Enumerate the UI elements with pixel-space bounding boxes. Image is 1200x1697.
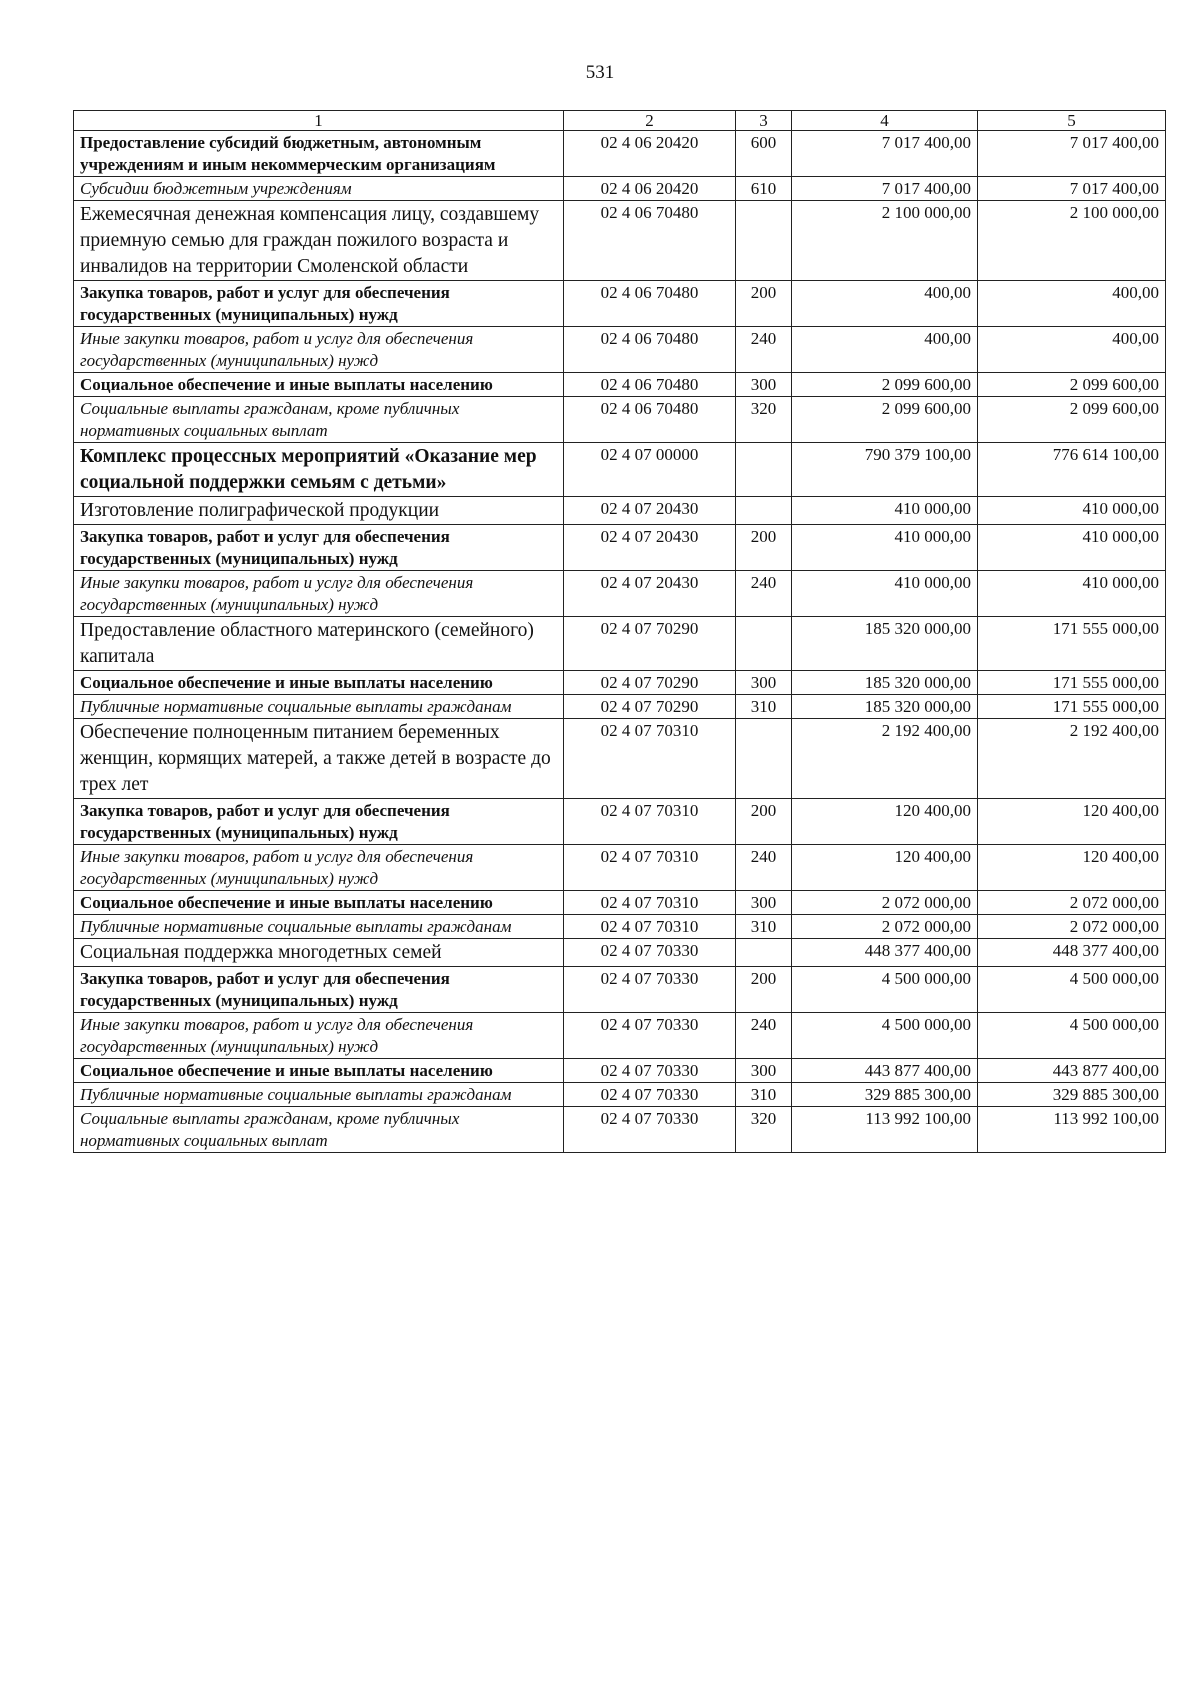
row-sum-col5-cell: 2 099 600,00 (978, 373, 1166, 397)
row-type-cell: 200 (736, 281, 792, 327)
table-row (74, 617, 1166, 671)
table-row (74, 525, 1166, 571)
row-type-cell: 310 (736, 695, 792, 719)
row-type-cell: 320 (736, 397, 792, 443)
row-name-cell: Иные закупки товаров, работ и услуг для обеспечения государственных (муниципальных) нужд (74, 845, 564, 891)
table-row (74, 845, 1166, 891)
row-name-cell: Иные закупки товаров, работ и услуг для обеспечения государственных (муниципальных) нужд (74, 327, 564, 373)
table-row (74, 373, 1166, 397)
row-code-cell: 02 4 07 70330 (564, 967, 736, 1013)
row-type-cell: 200 (736, 525, 792, 571)
page-number: 531 (585, 62, 615, 83)
row-type-cell: 240 (736, 327, 792, 373)
row-type-cell: 200 (736, 967, 792, 1013)
row-sum-col4-cell: 410 000,00 (792, 525, 978, 571)
row-sum-col4-cell: 7 017 400,00 (792, 177, 978, 201)
row-type-cell: 240 (736, 845, 792, 891)
row-code-cell: 02 4 07 70310 (564, 891, 736, 915)
column-header-3: 3 (736, 111, 792, 131)
row-name-cell: Социальное обеспечение и иные выплаты населению (74, 373, 564, 397)
row-name-cell: Закупка товаров, работ и услуг для обеспечения государственных (муниципальных) нужд (74, 525, 564, 571)
row-sum-col5-cell: 776 614 100,00 (978, 443, 1166, 497)
row-code-cell: 02 4 07 70330 (564, 1013, 736, 1059)
row-name-cell: Изготовление полиграфической продукции (74, 497, 564, 525)
row-type-cell: 240 (736, 1013, 792, 1059)
table-row (74, 695, 1166, 719)
row-sum-col4-cell: 2 099 600,00 (792, 373, 978, 397)
row-sum-col5-cell: 113 992 100,00 (978, 1107, 1166, 1153)
row-sum-col5-cell: 7 017 400,00 (978, 177, 1166, 201)
table-row (74, 799, 1166, 845)
row-code-cell: 02 4 07 70310 (564, 799, 736, 845)
row-code-cell: 02 4 07 70290 (564, 695, 736, 719)
table-row (74, 671, 1166, 695)
row-sum-col4-cell: 185 320 000,00 (792, 617, 978, 671)
table-row (74, 281, 1166, 327)
row-name-cell: Публичные нормативные социальные выплаты гражданам (74, 1083, 564, 1107)
column-header-1: 1 (74, 111, 564, 131)
row-sum-col5-cell: 4 500 000,00 (978, 1013, 1166, 1059)
row-code-cell: 02 4 07 70310 (564, 845, 736, 891)
table-row (74, 1059, 1166, 1083)
row-sum-col4-cell: 448 377 400,00 (792, 939, 978, 967)
row-sum-col5-cell: 120 400,00 (978, 845, 1166, 891)
table-row (74, 497, 1166, 525)
row-sum-col4-cell: 7 017 400,00 (792, 131, 978, 177)
row-type-cell: 600 (736, 131, 792, 177)
row-sum-col5-cell: 329 885 300,00 (978, 1083, 1166, 1107)
row-sum-col4-cell: 185 320 000,00 (792, 695, 978, 719)
row-type-cell (736, 497, 792, 525)
table-row (74, 443, 1166, 497)
row-name-cell: Закупка товаров, работ и услуг для обеспечения государственных (муниципальных) нужд (74, 281, 564, 327)
row-name-cell: Закупка товаров, работ и услуг для обеспечения государственных (муниципальных) нужд (74, 799, 564, 845)
row-name-cell: Ежемесячная денежная компенсация лицу, создавшему приемную семью для граждан пожилого возраста и инвалидов на территории Смоленской области (74, 201, 564, 281)
row-code-cell: 02 4 07 00000 (564, 443, 736, 497)
row-sum-col4-cell: 2 072 000,00 (792, 915, 978, 939)
row-type-cell: 300 (736, 373, 792, 397)
row-sum-col4-cell: 113 992 100,00 (792, 1107, 978, 1153)
row-name-cell: Субсидии бюджетным учреждениям (74, 177, 564, 201)
table-row (74, 327, 1166, 373)
row-sum-col5-cell: 7 017 400,00 (978, 131, 1166, 177)
row-code-cell: 02 4 07 20430 (564, 571, 736, 617)
row-type-cell (736, 617, 792, 671)
row-code-cell: 02 4 06 20420 (564, 177, 736, 201)
row-name-cell: Иные закупки товаров, работ и услуг для обеспечения государственных (муниципальных) нужд (74, 571, 564, 617)
budget-table (73, 110, 1166, 1153)
row-type-cell (736, 201, 792, 281)
row-sum-col5-cell: 171 555 000,00 (978, 617, 1166, 671)
row-name-cell: Социальное обеспечение и иные выплаты населению (74, 1059, 564, 1083)
row-sum-col4-cell: 790 379 100,00 (792, 443, 978, 497)
row-name-cell: Комплекс процессных мероприятий «Оказание мер социальной поддержки семьям с детьми» (74, 443, 564, 497)
row-sum-col5-cell: 410 000,00 (978, 571, 1166, 617)
row-code-cell: 02 4 06 70480 (564, 397, 736, 443)
table-row (74, 915, 1166, 939)
table-body (74, 111, 1166, 1153)
row-sum-col5-cell: 120 400,00 (978, 799, 1166, 845)
row-sum-col5-cell: 400,00 (978, 281, 1166, 327)
row-code-cell: 02 4 07 70330 (564, 1083, 736, 1107)
table-row (74, 939, 1166, 967)
row-name-cell: Социальное обеспечение и иные выплаты населению (74, 671, 564, 695)
row-sum-col5-cell: 2 099 600,00 (978, 397, 1166, 443)
row-code-cell: 02 4 07 70310 (564, 915, 736, 939)
row-sum-col4-cell: 185 320 000,00 (792, 671, 978, 695)
table-row (74, 1013, 1166, 1059)
row-code-cell: 02 4 07 70330 (564, 1059, 736, 1083)
row-sum-col4-cell: 4 500 000,00 (792, 967, 978, 1013)
row-type-cell: 610 (736, 177, 792, 201)
table-row (74, 131, 1166, 177)
row-sum-col4-cell: 410 000,00 (792, 571, 978, 617)
row-name-cell: Предоставление областного материнского (семейного) капитала (74, 617, 564, 671)
row-sum-col4-cell: 410 000,00 (792, 497, 978, 525)
row-name-cell: Публичные нормативные социальные выплаты гражданам (74, 915, 564, 939)
row-sum-col4-cell: 400,00 (792, 281, 978, 327)
row-type-cell: 240 (736, 571, 792, 617)
column-header-2: 2 (564, 111, 736, 131)
row-sum-col5-cell: 410 000,00 (978, 497, 1166, 525)
table-row (74, 397, 1166, 443)
row-sum-col4-cell: 2 099 600,00 (792, 397, 978, 443)
table-row (74, 1083, 1166, 1107)
row-sum-col4-cell: 4 500 000,00 (792, 1013, 978, 1059)
row-code-cell: 02 4 07 20430 (564, 525, 736, 571)
row-code-cell: 02 4 07 70330 (564, 1107, 736, 1153)
row-sum-col4-cell: 2 192 400,00 (792, 719, 978, 799)
row-sum-col5-cell: 2 192 400,00 (978, 719, 1166, 799)
row-sum-col4-cell: 443 877 400,00 (792, 1059, 978, 1083)
row-name-cell: Социальное обеспечение и иные выплаты населению (74, 891, 564, 915)
row-name-cell: Социальные выплаты гражданам, кроме публичных нормативных социальных выплат (74, 1107, 564, 1153)
row-sum-col5-cell: 2 100 000,00 (978, 201, 1166, 281)
row-type-cell: 300 (736, 671, 792, 695)
row-code-cell: 02 4 06 70480 (564, 373, 736, 397)
column-header-4: 4 (792, 111, 978, 131)
row-type-cell: 300 (736, 1059, 792, 1083)
row-name-cell: Закупка товаров, работ и услуг для обеспечения государственных (муниципальных) нужд (74, 967, 564, 1013)
row-name-cell: Обеспечение полноценным питанием беременных женщин, кормящих матерей, а также детей в возрасте до трех лет (74, 719, 564, 799)
row-code-cell: 02 4 06 70480 (564, 327, 736, 373)
row-code-cell: 02 4 06 20420 (564, 131, 736, 177)
row-type-cell: 310 (736, 1083, 792, 1107)
row-name-cell: Публичные нормативные социальные выплаты гражданам (74, 695, 564, 719)
row-type-cell (736, 443, 792, 497)
row-sum-col4-cell: 400,00 (792, 327, 978, 373)
table-header-row (74, 111, 1166, 131)
row-sum-col4-cell: 329 885 300,00 (792, 1083, 978, 1107)
row-sum-col4-cell: 2 072 000,00 (792, 891, 978, 915)
row-type-cell: 310 (736, 915, 792, 939)
table-row (74, 201, 1166, 281)
row-name-cell: Иные закупки товаров, работ и услуг для обеспечения государственных (муниципальных) нужд (74, 1013, 564, 1059)
column-header-5: 5 (978, 111, 1166, 131)
row-sum-col4-cell: 2 100 000,00 (792, 201, 978, 281)
row-type-cell (736, 719, 792, 799)
row-code-cell: 02 4 07 70310 (564, 719, 736, 799)
table-row (74, 967, 1166, 1013)
row-sum-col4-cell: 120 400,00 (792, 845, 978, 891)
row-code-cell: 02 4 06 70480 (564, 201, 736, 281)
row-type-cell (736, 939, 792, 967)
row-sum-col5-cell: 171 555 000,00 (978, 671, 1166, 695)
row-code-cell: 02 4 07 70290 (564, 671, 736, 695)
row-type-cell: 300 (736, 891, 792, 915)
row-code-cell: 02 4 06 70480 (564, 281, 736, 327)
row-sum-col5-cell: 171 555 000,00 (978, 695, 1166, 719)
row-sum-col4-cell: 120 400,00 (792, 799, 978, 845)
row-name-cell: Предоставление субсидий бюджетным, автономным учреждениям и иным некоммерческим организациям (74, 131, 564, 177)
row-sum-col5-cell: 443 877 400,00 (978, 1059, 1166, 1083)
table-row (74, 891, 1166, 915)
row-code-cell: 02 4 07 70290 (564, 617, 736, 671)
row-code-cell: 02 4 07 70330 (564, 939, 736, 967)
table-row (74, 1107, 1166, 1153)
row-type-cell: 200 (736, 799, 792, 845)
table-row (74, 719, 1166, 799)
table-row (74, 571, 1166, 617)
row-sum-col5-cell: 2 072 000,00 (978, 891, 1166, 915)
row-sum-col5-cell: 4 500 000,00 (978, 967, 1166, 1013)
row-sum-col5-cell: 448 377 400,00 (978, 939, 1166, 967)
row-code-cell: 02 4 07 20430 (564, 497, 736, 525)
row-name-cell: Социальная поддержка многодетных семей (74, 939, 564, 967)
row-sum-col5-cell: 2 072 000,00 (978, 915, 1166, 939)
row-sum-col5-cell: 400,00 (978, 327, 1166, 373)
row-sum-col5-cell: 410 000,00 (978, 525, 1166, 571)
row-name-cell: Социальные выплаты гражданам, кроме публичных нормативных социальных выплат (74, 397, 564, 443)
row-type-cell: 320 (736, 1107, 792, 1153)
table-row (74, 177, 1166, 201)
